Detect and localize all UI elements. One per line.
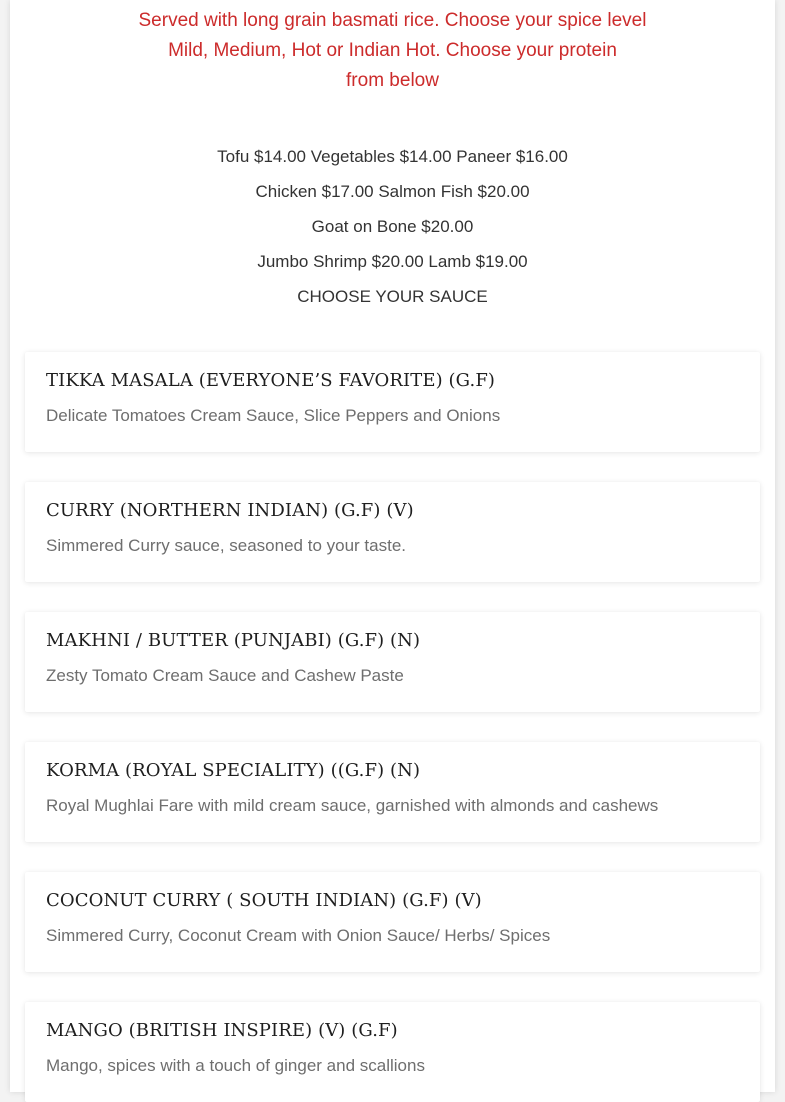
protein-price-line: Goat on Bone $20.00 xyxy=(311,217,474,236)
protein-price-line: Chicken $17.00 Salmon Fish $20.00 xyxy=(255,182,530,201)
menu-intro xyxy=(10,6,775,96)
intro-line: Mild, Medium, Hot or Indian Hot. Choose your protein xyxy=(168,40,617,61)
sauce-title: MANGO (BRITISH INSPIRE) (V) (G.F) xyxy=(46,1020,398,1041)
sauce-card-tikka-masala[interactable] xyxy=(25,352,760,452)
sauce-card-curry[interactable] xyxy=(25,482,760,582)
sauce-title: MAKHNI / BUTTER (PUNJABI) (G.F) (N) xyxy=(46,630,421,651)
sauce-description: Delicate Tomatoes Cream Sauce, Slice Peppers and Onions xyxy=(46,406,501,425)
menu-panel xyxy=(10,0,775,1092)
sauce-card-coconut-curry[interactable] xyxy=(25,872,760,972)
sauce-title: TIKKA MASALA (EVERYONE’S FAVORITE) (G.F) xyxy=(46,370,496,391)
sauce-title: COCONUT CURRY ( SOUTH INDIAN) (G.F) (V) xyxy=(46,890,482,911)
choose-sauce-heading: CHOOSE YOUR SAUCE xyxy=(297,287,488,306)
sauce-description: Royal Mughlai Fare with mild cream sauce, garnished with almonds and cashews xyxy=(46,796,659,815)
sauce-card-korma[interactable] xyxy=(25,742,760,842)
sauce-title: KORMA (ROYAL SPECIALITY) ((G.F) (N) xyxy=(46,760,421,781)
protein-price-list xyxy=(10,139,775,314)
sauce-description: Simmered Curry, Coconut Cream with Onion Sauce/ Herbs/ Spices xyxy=(46,926,551,945)
sauce-title: CURRY (NORTHERN INDIAN) (G.F) (V) xyxy=(46,500,414,521)
intro-line: from below xyxy=(346,70,439,91)
sauce-card-makhni[interactable] xyxy=(25,612,760,712)
sauce-description: Simmered Curry sauce, seasoned to your taste. xyxy=(46,536,406,555)
sauce-description: Zesty Tomato Cream Sauce and Cashew Paste xyxy=(46,666,404,685)
sauce-card-mango[interactable] xyxy=(25,1002,760,1102)
sauce-description: Mango, spices with a touch of ginger and scallions xyxy=(46,1056,425,1075)
protein-price-line: Jumbo Shrimp $20.00 Lamb $19.00 xyxy=(257,252,528,271)
intro-line: Served with long grain basmati rice. Choose your spice level xyxy=(138,10,647,31)
protein-price-line: Tofu $14.00 Vegetables $14.00 Paneer $16.00 xyxy=(217,147,568,166)
